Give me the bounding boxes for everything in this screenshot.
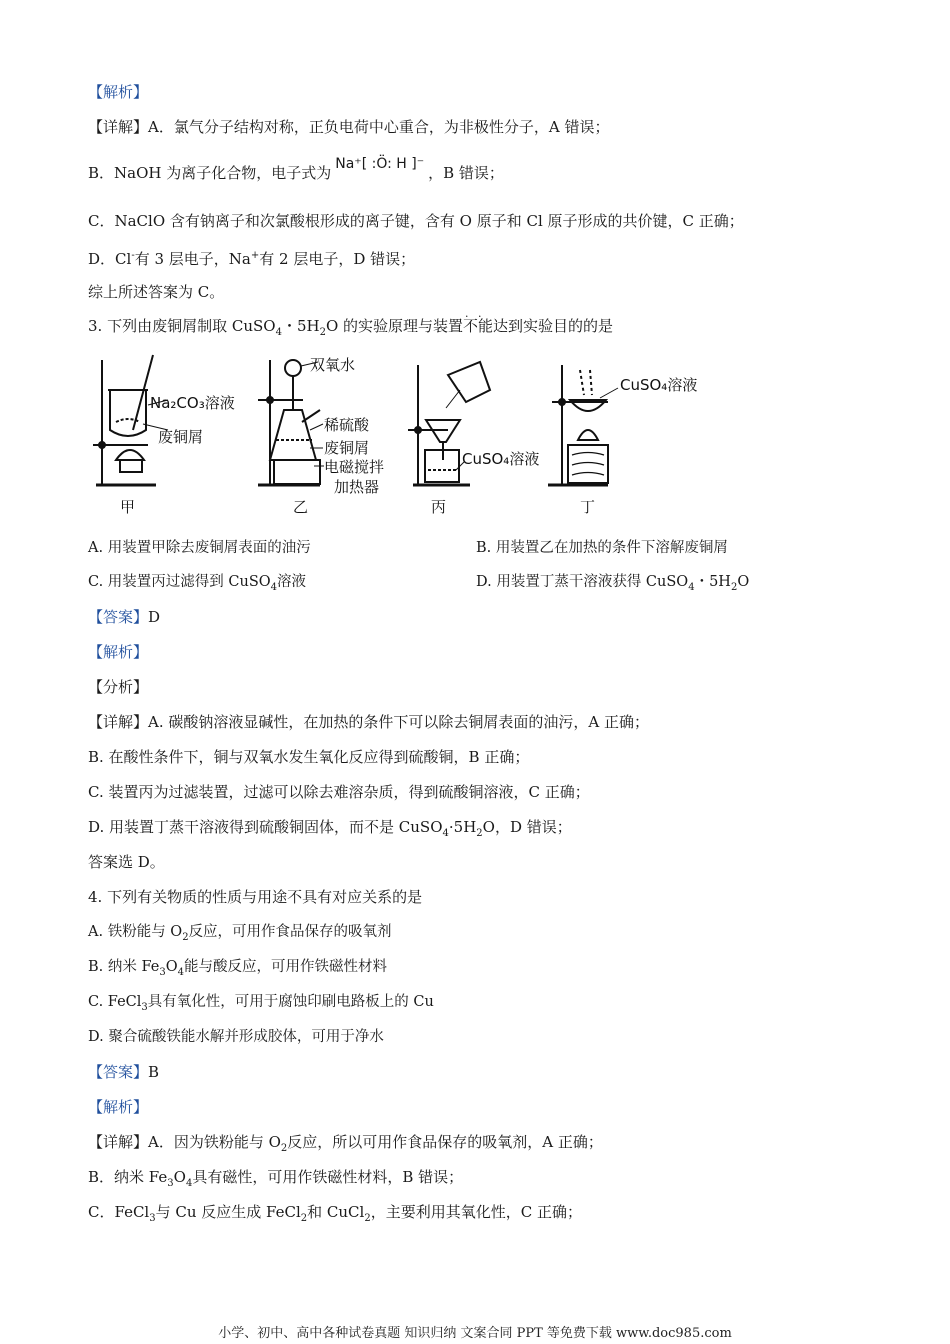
label-jrq: 加热器 [334, 478, 380, 496]
q4-detail-a: 【详解】A．因为铁粉能与 $O_2$反应，所以可用作食品保存的吸氧剂，A 正确； [88, 1133, 603, 1154]
q4-option-d: D. 聚合硫酸铁能水解并形成胶体，可用于净水 [88, 1029, 384, 1045]
q2-detail-d: D．Cl-有 3 层电子，Na+有 2 层电子，D 错误； [88, 250, 416, 268]
label-yi: 乙 [293, 498, 309, 516]
q3-fenxi-tag: 【分析】 [88, 678, 149, 696]
label-h2o2: 双氧水 [310, 356, 356, 374]
q3-detail-d: D. 用装置丁蒸干溶液得到硫酸铜固体，而不是 $CuSO_4\cdot 5H_2O$，D 错误； [88, 818, 572, 839]
q4-option-a: A. 铁粉能与 $O_2$反应，可用作食品保存的吸氧剂 [88, 924, 392, 943]
q3-option-d: D. 用装置丁蒸干溶液获得 CuSO$_4$・$5H_2O$ [476, 574, 750, 593]
label-cuso4-bing: CuSO₄溶液 [462, 450, 540, 468]
label-ding: 丁 [580, 498, 596, 516]
q2-summary: 综上所述答案为 C。 [88, 283, 225, 301]
q4-option-c: C. FeCl$_3$具有氧化性，可用于腐蚀印刷电路板上的 Cu [88, 994, 434, 1013]
q2-detail-a: 【详解】A．氯气分子结构对称，正负电荷中心重合，为非极性分子，A 错误； [88, 118, 610, 136]
page-footer: 小学、初中、高中各种试卷真题 知识归纳 文案合同 PPT 等免费下载 www.doc985.com [218, 1326, 732, 1341]
q3-answer: 【答案】D [88, 608, 161, 626]
q4-detail-c: C．FeCl$_3$与 Cu 反应生成 FeCl$_2$和 CuCl$_2$，主要利用其氧化性，C 正确； [88, 1203, 582, 1224]
q2-detail-b: B．NaOH 为离子化合物，电子式为 Na⁺[ :Ö: H ]⁻ ，B 错误； [88, 156, 504, 182]
label-dc: 电磁搅拌 [324, 458, 385, 476]
apparatus-figure [88, 350, 728, 520]
q4-option-b: B. 纳米 $Fe_3O_4$能与酸反应，可用作铁磁性材料 [88, 959, 387, 978]
q3-detail-c: C. 装置丙为过滤装置，过滤可以除去难溶杂质，得到硫酸铜溶液，C 正确； [88, 783, 590, 801]
label-fei-jia: 废铜屑 [158, 428, 204, 446]
q2-jiexi-tag: 【解析】 [88, 83, 149, 101]
q4-jiexi-tag: 【解析】 [88, 1098, 149, 1116]
emphasis-not: · · 不能 [463, 317, 493, 335]
q3-option-c: C. 用装置丙过滤得到 CuSO$_4$溶液 [88, 574, 307, 593]
naoh-electron-formula: Na⁺[ :Ö: H ]⁻ [335, 156, 425, 172]
q3-conclusion: 答案选 D。 [88, 853, 165, 871]
label-xi: 稀硫酸 [324, 416, 370, 434]
q3-stem: 3. 下列由废铜屑制取 CuSO$_4$・$5H_2O$ 的实验原理与装置· · 不能达到实验目的的是 [88, 316, 613, 343]
q3-jiexi-tag: 【解析】 [88, 643, 149, 661]
label-fei-yi: 废铜屑 [324, 439, 370, 457]
q3-detail-a: 【详解】A. 碳酸钠溶液显碱性，在加热的条件下可以除去铜屑表面的油污，A 正确； [88, 713, 649, 731]
q3-detail-b: B. 在酸性条件下，铜与双氧水发生氧化反应得到硫酸铜，B 正确； [88, 748, 530, 766]
label-jia: 甲 [120, 498, 136, 516]
q4-answer: 【答案】B [88, 1063, 160, 1081]
q3-option-b: B. 用装置乙在加热的条件下溶解废铜屑 [476, 540, 728, 556]
label-na2co3: Na₂CO₃溶液 [150, 394, 235, 412]
label-cuso4-ding: CuSO₄溶液 [620, 376, 698, 394]
q3-option-a: A. 用装置甲除去废铜屑表面的油污 [88, 540, 311, 556]
q4-stem: 4. 下列有关物质的性质与用途不具有对应关系的是 [88, 888, 423, 906]
q4-detail-b: B．纳米 $Fe_3O_4$具有磁性，可用作铁磁性材料，B 错误； [88, 1168, 464, 1189]
q2-detail-c: C．NaClO 含有钠离子和次氯酸根形成的离子键，含有 O 原子和 Cl 原子形成的共价键，C 正确； [88, 212, 744, 230]
detail-tag: 【详解】 [88, 118, 149, 136]
label-bing: 丙 [431, 498, 447, 516]
